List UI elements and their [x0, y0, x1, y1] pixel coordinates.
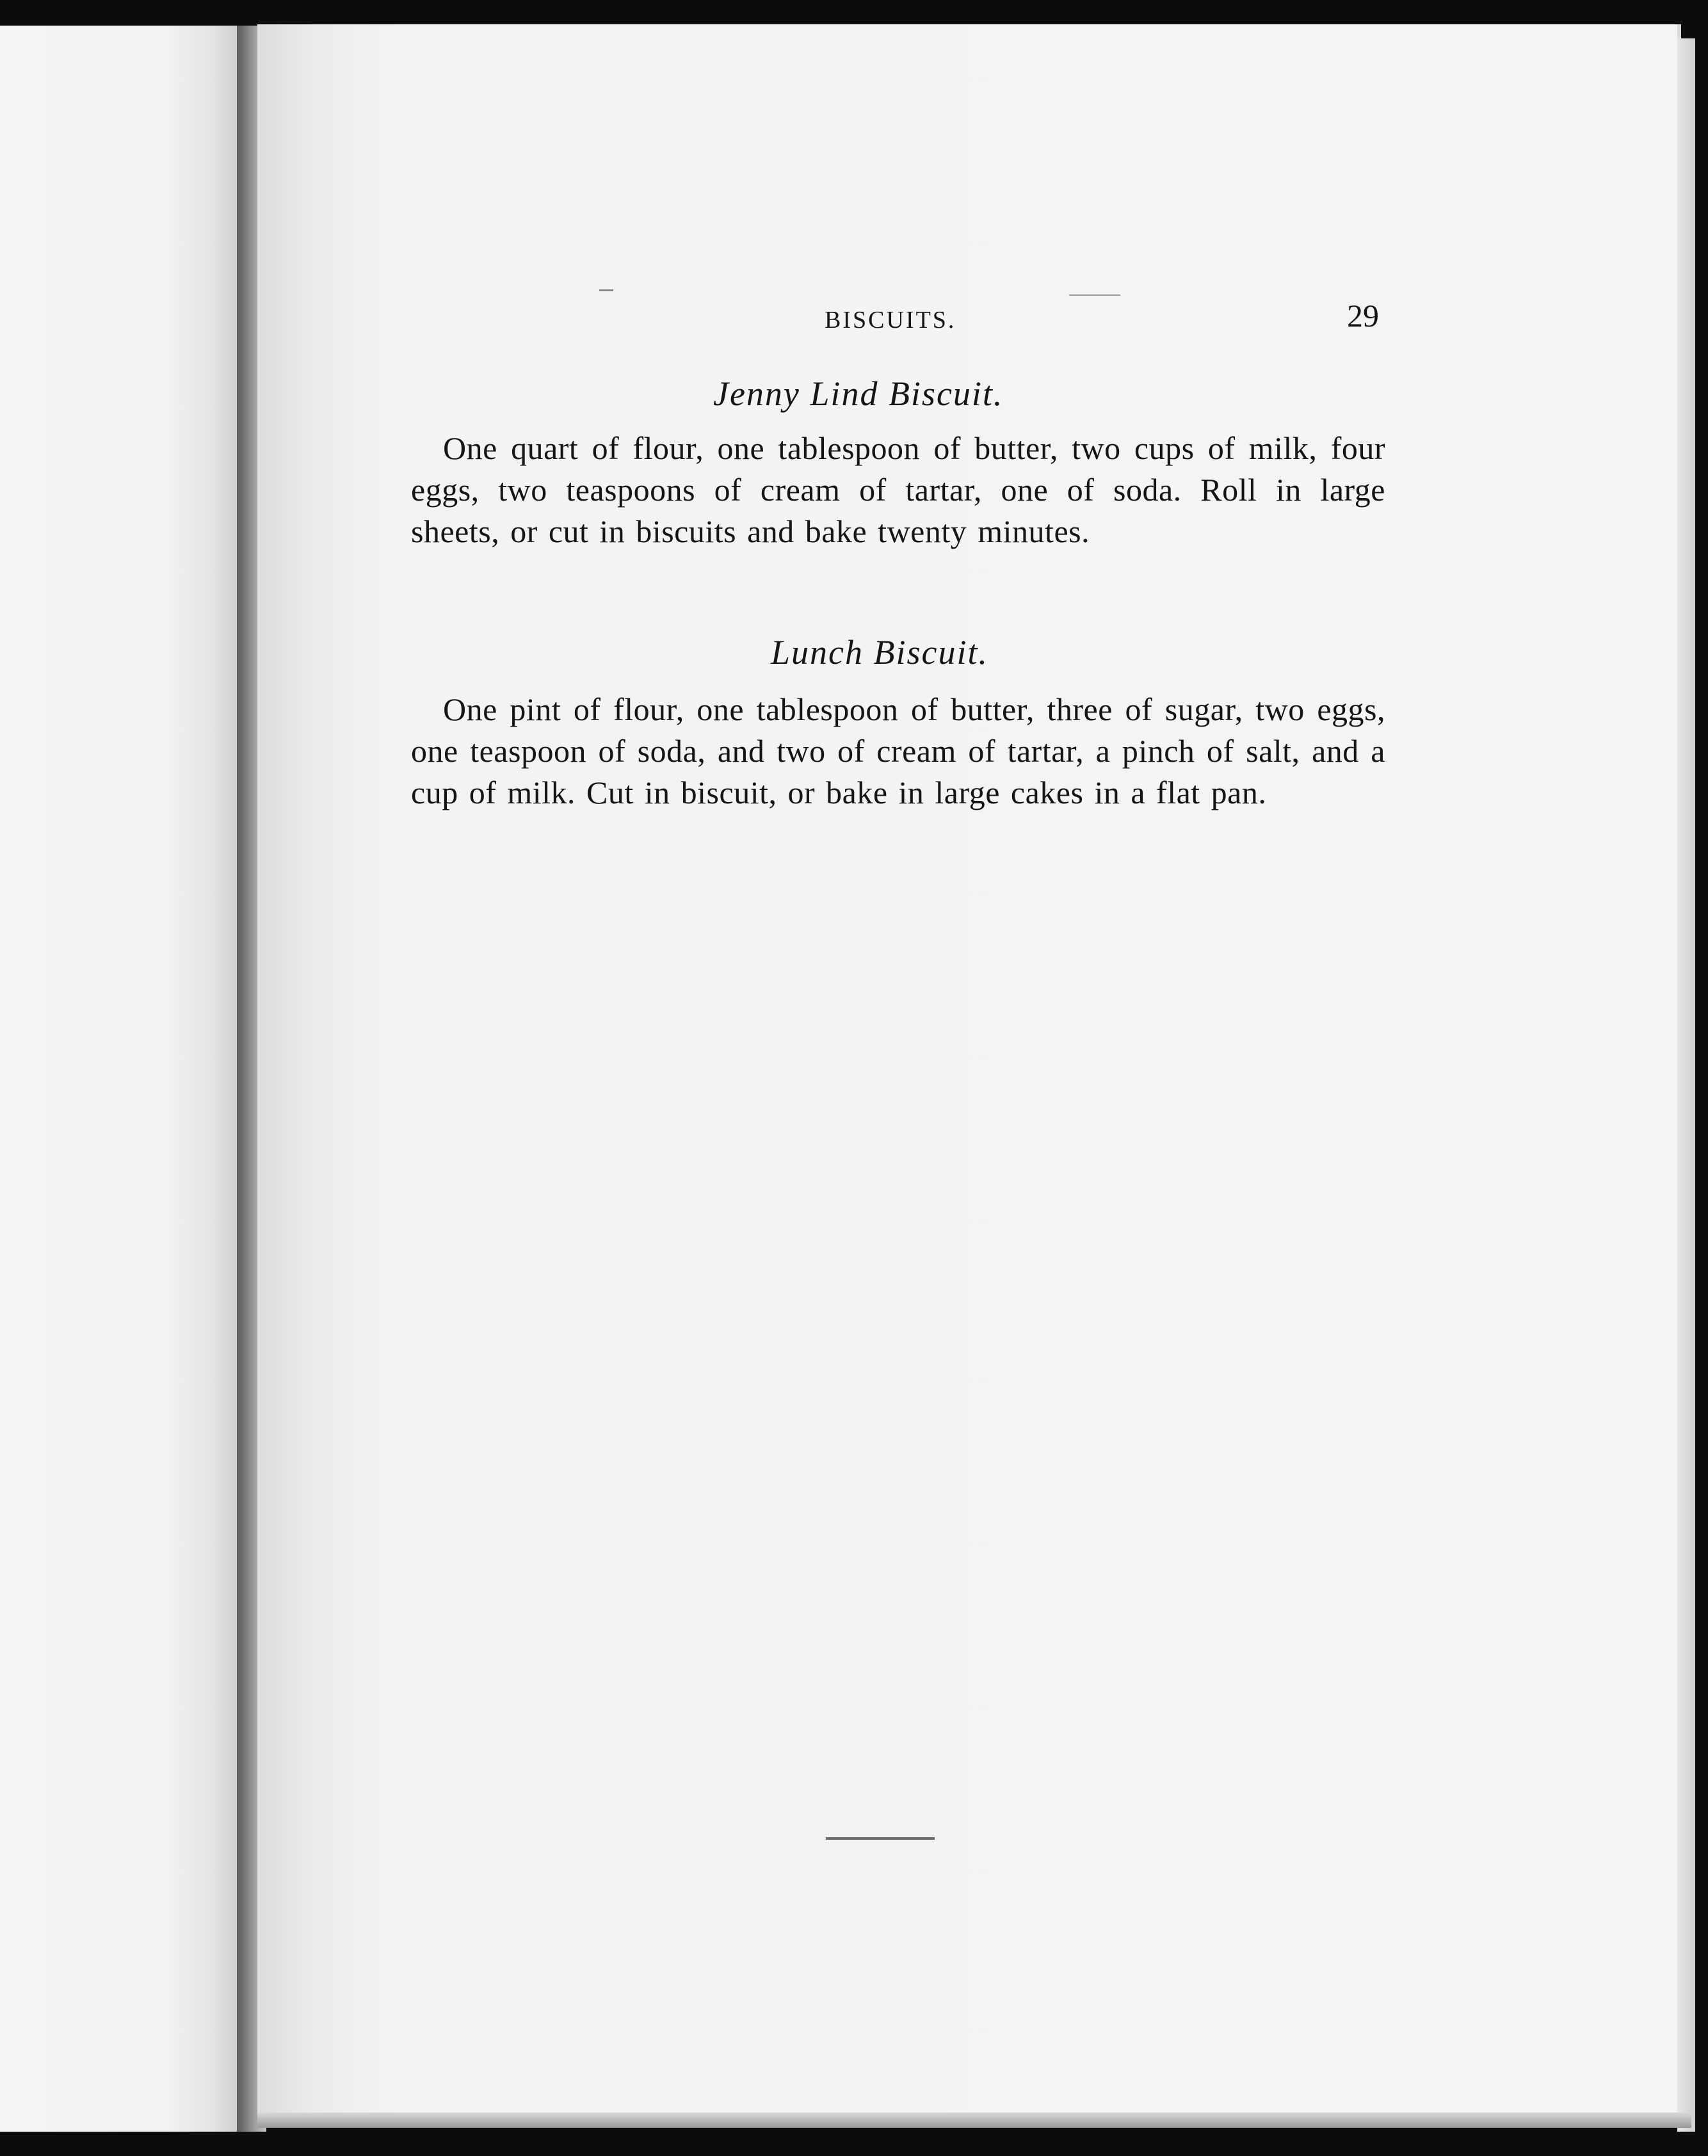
recipe-title: Jenny Lind Biscuit.: [713, 374, 1004, 413]
recipe-body: One pint of flour, one tablespoon of butter, three of sugar, two eggs, one teaspoon of soda, and two of cream of tartar, a pinch of salt, and a cup of milk. Cut in biscuit, or bake in large cakes in a flat pan.: [411, 691, 1385, 810]
scan-smudge: [826, 1837, 935, 1840]
scan-smudge: [1069, 294, 1120, 296]
recipe-title: Lunch Biscuit.: [771, 633, 988, 672]
scan-smudge: [599, 289, 613, 291]
recipe-body: One quart of flour, one tablespoon of butter, two cups of milk, four eggs, two teaspoons of cream of tartar, one of soda. Roll in large sheets, or cut in biscuits and bake twenty minutes.: [411, 430, 1385, 549]
page-edge-bottom: [257, 2112, 1691, 2128]
book-page: [257, 24, 1681, 2124]
page-edge-right: [1677, 38, 1695, 2132]
running-head: BISCUITS.: [825, 307, 956, 334]
page-number: 29: [1347, 298, 1379, 334]
facing-page: [0, 26, 237, 2132]
